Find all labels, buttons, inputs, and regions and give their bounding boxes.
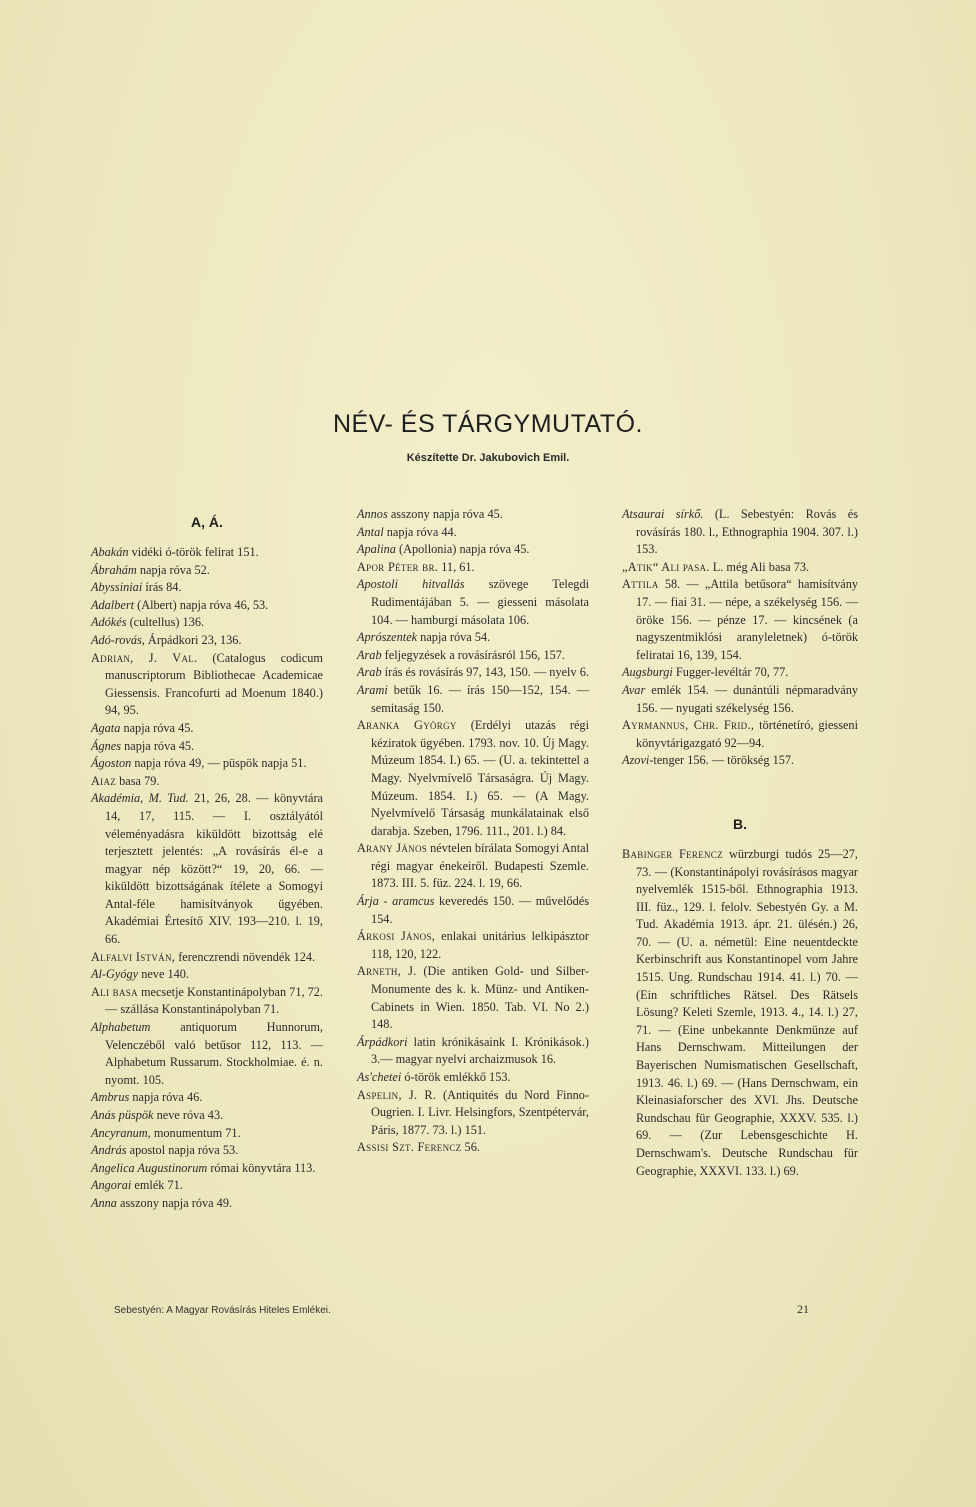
entry-headword: Arneth, J. xyxy=(357,964,417,979)
entry-references: napja róva 49, — püspök napja 51. xyxy=(131,756,307,771)
entry-references: würzburgi tudós 25—27, 73. — (Konstantinápolyi rovásírásos magyar nyelvemlék 1515-ből. Ethnographia 1913. III. füz., 129. l. felolv. Sebestyén Gy. a M. Tud. Akadémia 1913. ápr. 21. ülésén.) 26, 70. — (U. a. németül: Eine neuentdeckte Kerbinschrift aus Konstantinopel vom Jahre 1515. Ung. Rundschau 1914. 41. l.) 70. — (Ein schriftliches Rätsel. Des Rätsels Lösung? Keleti Szemle, 1913. 4., 14. l.) 27, 71. — (Eine unbekannte Denkmünze auf Hans Dernschwam. Mitteilungen der Bayerischen Numismatischen Gesellschaft, 1913. 46. l.) 69. — (Hans Dernschwam, ein Kleinasiaforscher des XVI. Jhs. Deutsche Rundschau für Geographie, XXXV. 535. l.) 69. — (Zur Lebensgeschichte H. Dernschwam's. Deutsche Rundschau für Geographie, XXXVI. 133. l.) 69. xyxy=(636,846,858,1178)
index-entry xyxy=(622,846,858,1180)
entry-list xyxy=(357,506,589,1157)
section-heading-b: B. xyxy=(733,815,747,832)
index-entry xyxy=(622,664,858,682)
index-entry xyxy=(357,1069,589,1087)
index-entry xyxy=(357,893,589,928)
index-entry xyxy=(622,717,858,752)
entry-headword: Ágnes xyxy=(91,738,122,753)
index-entry xyxy=(91,1089,323,1107)
entry-references: emlék 154. — dunántúli népmaradvány 156. — nyugati székelység 156. xyxy=(636,682,858,715)
entry-headword: Ábrahám xyxy=(91,562,137,577)
entry-headword: Antal xyxy=(357,524,384,539)
entry-references: (Erdélyi utazás régi kéziratok ügyében. 1793. nov. 10. Új Magy. Múzeum 1854. I.) 65. — (U. a. tekintettel a Magy. Nyelvmívelő Társaságra. Új Magy. Múzeum. 1854. I.) 65. — (A Magy. Nyelvmívelő Társaság munkálatainak első darabja. Szeben, 1796. 111., 201. l.) 84. xyxy=(371,718,589,838)
index-entry xyxy=(91,755,323,773)
entry-headword: Akadémia, M. Tud. xyxy=(91,791,189,806)
entry-headword: Apostoli hitvallás xyxy=(357,577,465,592)
entry-headword: As'chetei xyxy=(357,1070,402,1084)
entry-references: basa 79. xyxy=(116,773,160,788)
index-entry xyxy=(357,840,589,893)
index-entry xyxy=(357,524,589,542)
entry-references: 58. — „Attila betűsora“ hamisítvány 17. — fiai 31. — népe, a székelység 156. — öröke 156. — pénze 17. — kincsének (a nagyszentmiklósi aranyleletnek) ó-török feliratai 16, 139, 154. xyxy=(636,577,858,662)
entry-references: vidéki ó-török felirat 151. xyxy=(128,545,259,559)
entry-references: keveredés 150. — művelődés 154. xyxy=(371,894,589,926)
entry-headword: Ágoston xyxy=(91,756,132,771)
index-entry xyxy=(91,949,323,967)
entry-references: enlakai unitárius lelkipásztor 118, 120, 122. xyxy=(371,929,589,961)
index-entry xyxy=(357,541,589,559)
entry-headword: Apor Péter br. xyxy=(357,559,439,574)
entry-references: írás és rovásírás 97, 143, 150. — nyelv 6. xyxy=(381,665,589,680)
entry-headword: Adó-rovás, xyxy=(91,632,145,647)
entry-headword: Abakán xyxy=(91,545,129,559)
entry-headword: „Atik“ Ali pasa. xyxy=(622,559,710,574)
entry-headword: Árpádkori xyxy=(357,1034,408,1049)
entry-references: ó-török emlékkő 153. xyxy=(401,1070,511,1084)
entry-headword: Atsaurai sírkő. xyxy=(622,507,704,521)
entry-headword: Adókés xyxy=(91,615,127,630)
index-entry xyxy=(91,720,323,738)
index-entry xyxy=(357,647,589,665)
entry-headword: Agata xyxy=(91,720,121,735)
entry-headword: Arab xyxy=(357,665,382,680)
index-entry xyxy=(91,1019,323,1089)
index-entry xyxy=(357,629,589,647)
entry-headword: Aiaz xyxy=(91,773,117,788)
entry-references: (Apollonia) napja róva 45. xyxy=(395,542,530,557)
entry-list xyxy=(622,506,858,770)
entry-headword: Arab xyxy=(357,647,382,662)
index-entry xyxy=(357,664,589,682)
index-entry xyxy=(357,506,589,524)
entry-references: történetíró, giesseni könyvtárigazgató 92—94. xyxy=(636,718,859,750)
entry-references: monumentum 71. xyxy=(150,1125,241,1140)
entry-headword: Ali basa xyxy=(91,984,138,999)
entry-references: -tenger 156. — törökség 157. xyxy=(649,753,795,768)
entry-references: napja róva 46. xyxy=(129,1090,203,1105)
index-entry xyxy=(357,928,589,963)
entry-headword: Anna xyxy=(91,1195,117,1210)
entry-references: napja róva 52. xyxy=(136,562,210,577)
entry-headword: Annos xyxy=(357,507,388,521)
index-entry xyxy=(357,1087,589,1140)
index-entry xyxy=(357,682,589,717)
section-gap xyxy=(622,770,858,808)
entry-headword: Ambrus xyxy=(91,1090,130,1105)
index-entry xyxy=(357,717,589,840)
entry-headword: Attila xyxy=(622,577,659,592)
index-entry xyxy=(91,579,323,597)
section-heading-a: A, Á. xyxy=(191,514,223,530)
entry-references: írás 84. xyxy=(142,580,182,595)
index-entry xyxy=(91,562,323,580)
entry-headword: Anás püspök xyxy=(91,1108,154,1122)
entry-headword: Azovi xyxy=(622,753,650,768)
entry-references: latin krónikásaink I. Krónikások.) 3.— magyar nyelvi archaizmusok 16. xyxy=(371,1034,589,1067)
entry-headword: András xyxy=(91,1143,127,1158)
index-entry xyxy=(91,790,323,948)
entry-headword: Adrian, J. Val. xyxy=(91,650,198,665)
entry-references: feljegyzések a rovásírásról 156, 157. xyxy=(381,647,565,662)
entry-references: L. még Ali basa 73. xyxy=(709,559,810,574)
index-entry xyxy=(622,682,858,717)
index-entry xyxy=(357,963,589,1033)
entry-references: (Die antiken Gold- und Silber-Monumente des k. k. Münz- und Antiken-Cabinets in Wien. 1850. Tab. VI. No 2.) 148. xyxy=(371,964,589,1032)
entry-headword: Angorai xyxy=(91,1178,132,1193)
entry-list xyxy=(91,544,323,1213)
entry-headword: Al-Gyógy xyxy=(91,967,139,982)
entry-headword: Alfalvi István, xyxy=(91,949,176,964)
entry-references: asszony napja róva 49. xyxy=(116,1195,233,1210)
index-entry xyxy=(622,576,858,664)
entry-references: (Albert) napja róva 46, 53. xyxy=(134,597,269,612)
entry-headword: Alphabetum xyxy=(91,1020,151,1035)
index-entry xyxy=(91,1195,323,1213)
footer-source: Sebestyén: A Magyar Rovásírás Hiteles Emlékei. xyxy=(114,1305,331,1316)
entry-headword: Árja - aramcus xyxy=(357,894,435,909)
entry-references: neve 140. xyxy=(138,967,190,982)
entry-references: antiquorum Hunnorum, Velenczéből való betűsor 112, 113. — Alphabetum Russarum. Stockholmiae. é. n. nyomt. 105. xyxy=(105,1020,323,1087)
entry-headword: Aranka György xyxy=(357,718,457,733)
index-entry xyxy=(357,559,589,577)
index-entry xyxy=(91,650,323,720)
entry-references: mecsetje Konstantinápolyban 71, 72. — szállása Konstantinápolyban 71. xyxy=(105,984,323,1017)
entry-references: (cultellus) 136. xyxy=(126,615,205,630)
index-column-2 xyxy=(357,506,589,1157)
index-entry xyxy=(622,752,858,770)
index-entry xyxy=(91,1160,323,1178)
index-entry xyxy=(91,738,323,756)
entry-references: 21, 26, 28. — könyvtára 14, 17, 115. — I. osztályától véleményadásra kiküldött bizottság elé terjesztett jelentés: „A rovásírás él-e a magyar nép között?“ 19, 20, 66. — kiküldött bizottságának ítélete a Somogyi Antal-féle hamisítványok ügyében. Akadémiai Értesítő XIV. 193—210. l. 19, 66. xyxy=(105,791,323,947)
index-entry xyxy=(91,1177,323,1195)
entry-references: neve róva 43. xyxy=(153,1108,224,1122)
entry-references: Árpádkori 23, 136. xyxy=(144,632,242,647)
index-entry xyxy=(622,559,858,577)
entry-headword: Avar xyxy=(622,682,646,697)
entry-references: emlék 71. xyxy=(131,1178,183,1193)
entry-headword: Arami xyxy=(357,682,388,697)
entry-references: napja róva 54. xyxy=(417,630,491,645)
entry-headword: Angelica Augustinorum xyxy=(91,1160,208,1175)
entry-headword: Árkosi János, xyxy=(357,929,436,944)
entry-headword: Abyssiniai xyxy=(91,580,143,595)
entry-references: (Catalogus codicum manuscriptorum Bibliothecae Academicae Giessensis. Francofurti ad Moenum 1840.) 94, 95. xyxy=(105,650,323,718)
index-column-3 xyxy=(622,506,858,1180)
page-title: NÉV- ÉS TÁRGYMUTATÓ. xyxy=(332,410,644,438)
index-entry xyxy=(91,597,323,615)
entry-headword: Apalina xyxy=(357,542,396,557)
index-entry xyxy=(91,966,323,984)
index-entry xyxy=(357,576,589,629)
entry-references: 11, 61. xyxy=(438,559,475,574)
entry-headword: Aprószentek xyxy=(357,630,418,645)
entry-references: (Antiquités du Nord Finno-Ougrien. I. Livr. Helsingfors, Szentpétervár, Páris, 1877. 73. l.) 151. xyxy=(371,1087,589,1137)
index-entry xyxy=(91,544,323,562)
entry-headword: Augsburgi xyxy=(622,665,673,680)
page-number: 21 xyxy=(797,1302,809,1316)
index-entry xyxy=(91,614,323,632)
entry-references: napja róva 45. xyxy=(121,738,195,753)
page-subtitle: Készítette Dr. Jakubovich Emil. xyxy=(406,452,570,464)
index-entry xyxy=(91,1125,323,1143)
entry-list xyxy=(622,846,858,1180)
entry-references: betűk 16. — írás 150—152, 154. — semitaság 150. xyxy=(371,682,589,715)
index-entry xyxy=(91,1107,323,1125)
index-entry xyxy=(357,1139,589,1157)
entry-references: Fugger-levéltár 70, 77. xyxy=(672,665,789,680)
index-entry xyxy=(91,773,323,791)
entry-headword: Adalbert xyxy=(91,597,135,612)
index-entry xyxy=(91,632,323,650)
entry-references: asszony napja róva 45. xyxy=(387,507,503,521)
entry-references: napja róva 45. xyxy=(120,720,194,735)
entry-headword: Babinger Ferencz xyxy=(622,846,723,861)
entry-references: névtelen bírálata Somogyi Antal régi magyar énekeiről. Budapesti Szemle. 1873. III. 5. füz. 224. l. 19, 66. xyxy=(371,841,589,891)
entry-headword: Aspelin, J. R. xyxy=(357,1087,437,1102)
entry-references: szövege Telegdi Rudimentájában 5. — giesseni másolata 104. — hamburgi másolata 106. xyxy=(371,577,590,627)
index-column-1 xyxy=(91,506,323,1213)
entry-references: 56. xyxy=(461,1140,480,1155)
index-entry xyxy=(357,1034,589,1069)
entry-headword: Assisi Szt. Ferencz xyxy=(357,1140,462,1155)
entry-references: (L. Sebestyén: Rovás és rovásírás 180. l., Ethnographia 1904. 307. l.) 153. xyxy=(636,507,858,557)
entry-references: apostol napja róva 53. xyxy=(126,1143,239,1158)
entry-headword: Arany János xyxy=(357,841,428,856)
entry-references: napja róva 44. xyxy=(383,524,457,539)
entry-references: római könyvtára 113. xyxy=(207,1160,316,1175)
entry-references: ferenczrendi növendék 124. xyxy=(175,949,316,964)
index-entry xyxy=(622,506,858,559)
index-entry xyxy=(91,984,323,1019)
entry-headword: Ayrmannus, Chr. Frid., xyxy=(622,718,755,733)
index-entry xyxy=(91,1142,323,1160)
entry-headword: Ancyranum, xyxy=(91,1125,151,1140)
